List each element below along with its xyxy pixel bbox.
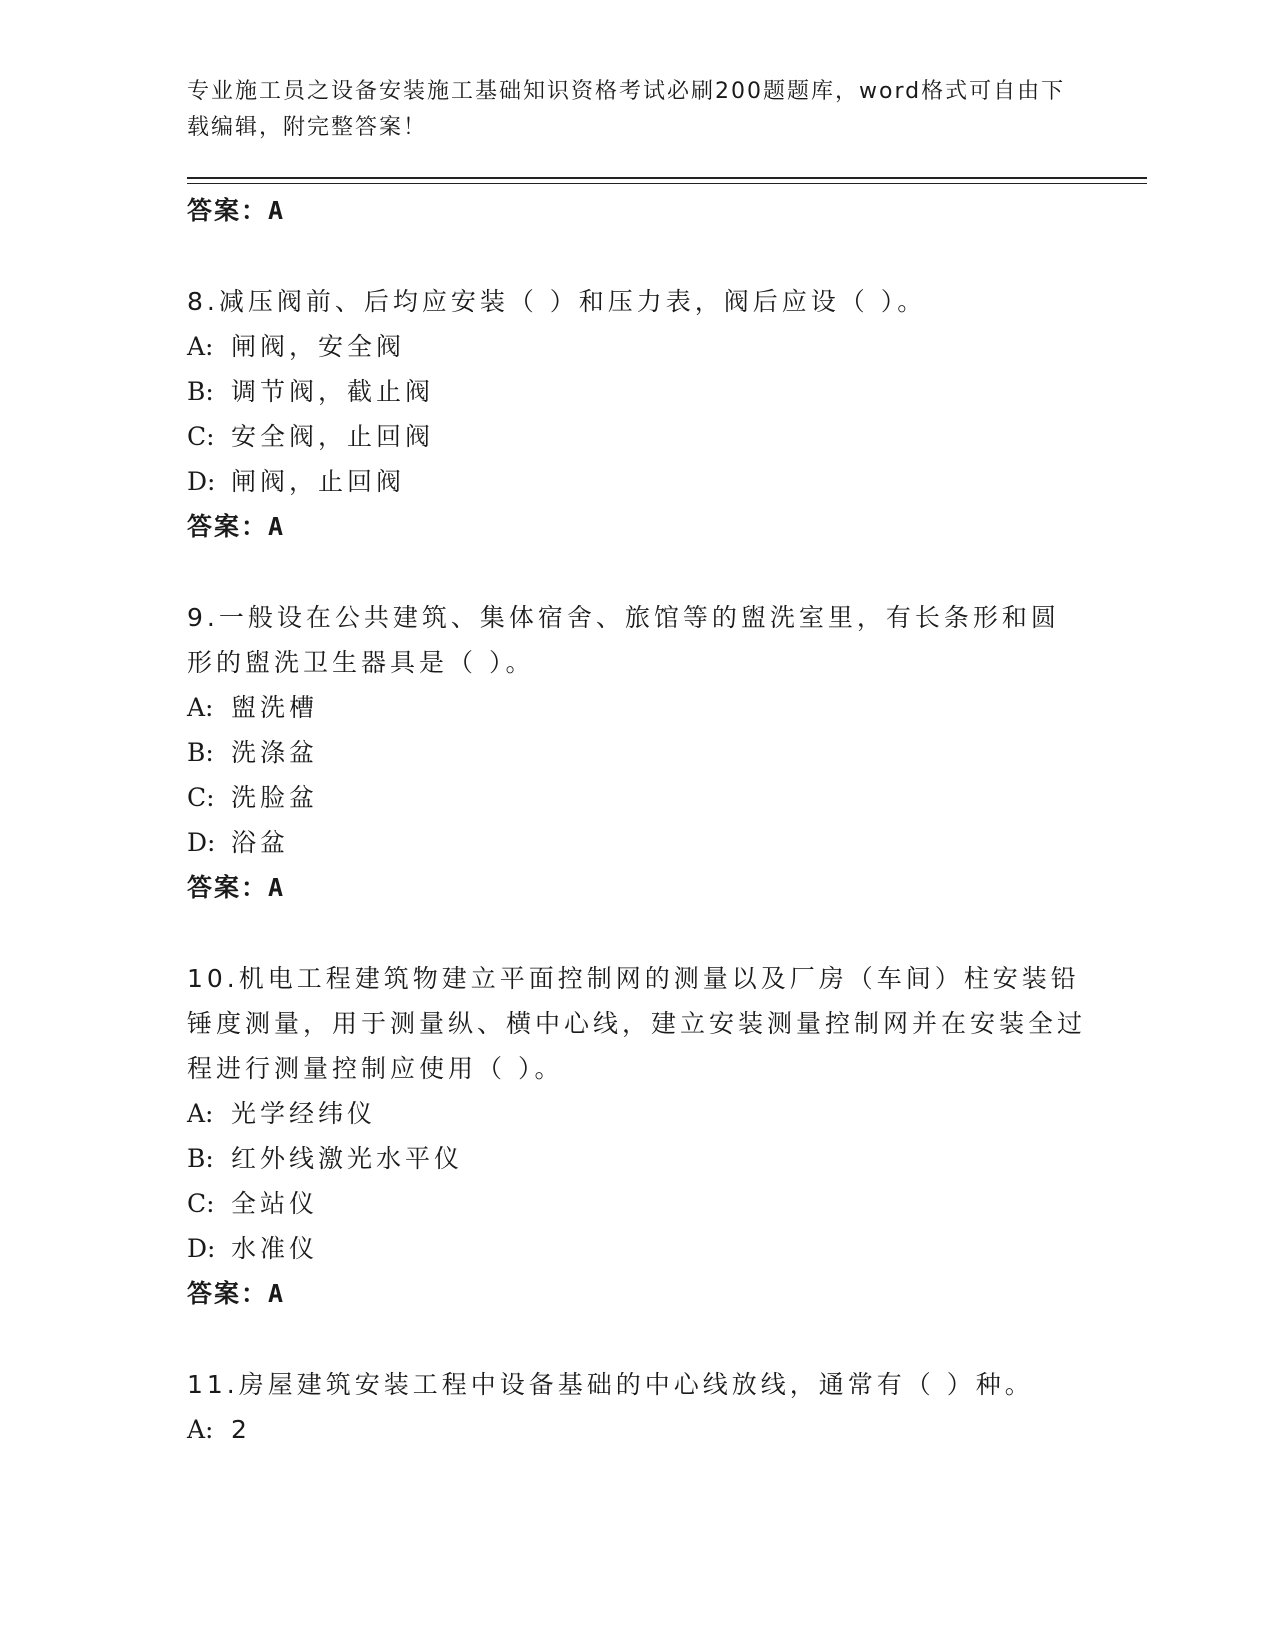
answer-value: A (268, 512, 286, 541)
option-text: 光学经纬仪 (231, 1099, 377, 1128)
question-text: 房屋建筑安装工程中设备基础的中心线放线，通常有（ ）种。 (238, 1370, 1034, 1399)
question-stem (187, 1362, 1087, 1407)
option-b (187, 1136, 1087, 1181)
option-d (187, 820, 1087, 865)
question-8 (187, 279, 1087, 549)
option-a (187, 324, 1087, 369)
answer-line-previous (187, 188, 1087, 233)
option-text: 洗脸盆 (231, 783, 319, 812)
option-key: C: (187, 422, 215, 451)
question-stem (187, 595, 1087, 685)
option-key: B: (187, 738, 214, 767)
option-text: 闸阀，安全阀 (231, 332, 406, 361)
question-text: 减压阀前、后均应安装（ ）和压力表，阀后应设（ ）。 (218, 287, 927, 316)
answer-line (187, 504, 1087, 549)
option-text: 红外线激光水平仪 (231, 1144, 464, 1173)
answer-value: A (268, 873, 286, 902)
option-key: C: (187, 783, 215, 812)
option-b (187, 730, 1087, 775)
header-divider-thin (187, 183, 1147, 184)
question-number: 9. (187, 603, 219, 632)
option-text: 洗涤盆 (231, 738, 319, 767)
question-9 (187, 595, 1087, 910)
option-key: C: (187, 1189, 215, 1218)
option-c (187, 775, 1087, 820)
answer-label: 答案： (187, 873, 269, 902)
answer-value: A (268, 196, 286, 225)
option-key: D: (187, 1234, 216, 1263)
option-key: A: (187, 332, 214, 361)
option-key: A: (187, 693, 214, 722)
option-d (187, 1226, 1087, 1271)
option-b (187, 369, 1087, 414)
option-text: 安全阀，止回阀 (231, 422, 435, 451)
question-10 (187, 956, 1087, 1316)
option-a (187, 685, 1087, 730)
option-c (187, 414, 1087, 459)
option-a (187, 1091, 1087, 1136)
question-number: 11. (187, 1370, 239, 1399)
option-text: 水准仪 (231, 1234, 319, 1263)
answer-line (187, 865, 1087, 910)
question-number: 8. (187, 287, 219, 316)
option-d (187, 459, 1087, 504)
option-text: 调节阀，截止阀 (231, 377, 435, 406)
header-divider-thick (187, 177, 1147, 179)
option-key: B: (187, 377, 214, 406)
option-text: 2 (231, 1415, 251, 1444)
option-c (187, 1181, 1087, 1226)
answer-line (187, 1271, 1087, 1316)
option-key: A: (187, 1415, 214, 1444)
question-11 (187, 1362, 1087, 1452)
question-number: 10. (187, 964, 239, 993)
option-text: 闸阀，止回阀 (231, 467, 406, 496)
page-header-title: 专业施工员之设备安装施工基础知识资格考试必刷200题题库，word格式可自由下载编辑，附完整答案！ (187, 79, 1066, 140)
answer-value: A (268, 1279, 286, 1308)
option-key: D: (187, 828, 216, 857)
question-stem (187, 279, 1087, 324)
option-text: 浴盆 (231, 828, 290, 857)
option-key: D: (187, 467, 216, 496)
option-text: 盥洗槽 (231, 693, 319, 722)
document-page (187, 0, 1147, 1650)
option-key: A: (187, 1099, 214, 1128)
answer-label: 答案： (187, 196, 269, 225)
option-key: B: (187, 1144, 214, 1173)
answer-label: 答案： (187, 512, 269, 541)
question-text: 机电工程建筑物建立平面控制网的测量以及厂房（车间）柱安装铅锤度测量，用于测量纵、横中心线，建立安装测量控制网并在安装全过程进行测量控制应使用（ ）。 (187, 964, 1087, 1083)
option-a (187, 1407, 1087, 1452)
question-list (187, 188, 1087, 1452)
answer-label: 答案： (187, 1279, 269, 1308)
option-text: 全站仪 (231, 1189, 319, 1218)
question-stem (187, 956, 1087, 1091)
question-text: 一般设在公共建筑、集体宿舍、旅馆等的盥洗室里，有长条形和圆形的盥洗卫生器具是（ ）。 (187, 603, 1060, 677)
